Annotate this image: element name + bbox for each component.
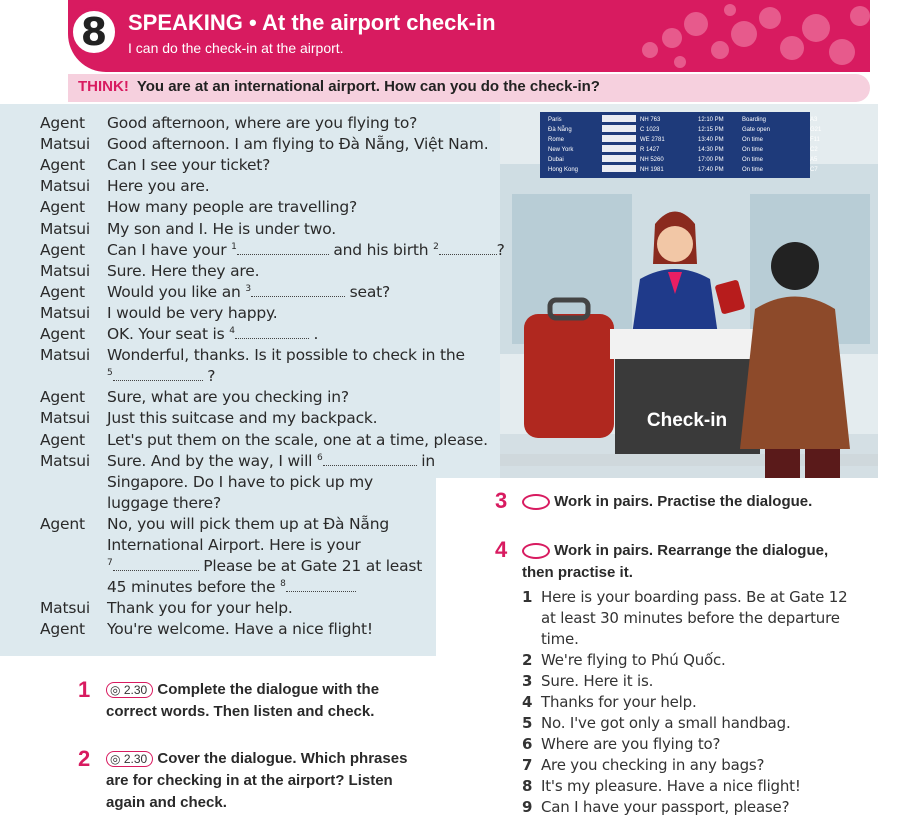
board-cell: G21 bbox=[810, 127, 822, 133]
answer-blank[interactable] bbox=[235, 327, 309, 339]
speaker-name: Agent bbox=[40, 198, 85, 217]
airline-logo bbox=[602, 125, 636, 132]
item-number: 1 bbox=[522, 588, 533, 606]
item-text: time. bbox=[541, 630, 579, 648]
blank-number: 3 bbox=[245, 283, 251, 294]
board-cell: 12:10 PM bbox=[698, 117, 724, 123]
speaker-name: Matsui bbox=[40, 261, 90, 280]
dialogue-text: Good afternoon, where are you flying to? bbox=[107, 114, 418, 132]
item-text: Where are you flying to? bbox=[541, 735, 721, 753]
board-cell: A3 bbox=[810, 117, 818, 123]
speaker-name: Agent bbox=[40, 514, 85, 533]
dialogue-text: No, you will pick them up at Đà Nẵng bbox=[107, 514, 389, 533]
board-cell: C7 bbox=[810, 167, 818, 173]
answer-blank[interactable] bbox=[323, 454, 417, 466]
dialogue-text: OK. Your seat is $^4$ . bbox=[107, 325, 319, 343]
board-cell: 14:30 PM bbox=[698, 147, 724, 153]
dialogue-text: Would you like an $^3$ seat? bbox=[107, 282, 391, 301]
dialogue-text: $^7$ Please be at Gate 21 at least bbox=[107, 557, 423, 576]
board-cell: Gate open bbox=[742, 127, 771, 133]
airline-logo bbox=[602, 165, 636, 172]
exercise-2-number: 2 bbox=[78, 746, 91, 771]
board-cell: Rome bbox=[548, 137, 565, 143]
speaker-name: Agent bbox=[40, 388, 85, 407]
speaker-name: Matsui bbox=[40, 409, 90, 428]
dialogue-text: International Airport. Here is your bbox=[107, 536, 361, 554]
departure-board bbox=[540, 112, 822, 178]
speaker-name: Agent bbox=[40, 240, 85, 259]
exercise-3-text: Work in pairs. Practise the dialogue. bbox=[554, 493, 813, 510]
speaker-name: Agent bbox=[40, 114, 85, 132]
speaker-name: Matsui bbox=[40, 451, 90, 470]
airline-logo bbox=[602, 135, 636, 142]
speaker-name: Agent bbox=[40, 430, 85, 449]
exercise-4-number: 4 bbox=[495, 537, 508, 562]
item-number: 2 bbox=[522, 651, 533, 669]
item-number: 7 bbox=[522, 756, 533, 774]
blank-number: 8 bbox=[280, 579, 286, 590]
answer-blank[interactable] bbox=[286, 580, 356, 592]
item-text: Here is your boarding pass. Be at Gate 12 bbox=[541, 588, 848, 606]
board-cell: Dubai bbox=[548, 157, 564, 163]
board-cell: 13:40 PM bbox=[698, 137, 724, 143]
item-text: Are you checking in any bags? bbox=[541, 756, 765, 774]
blank-number: 7 bbox=[107, 557, 113, 568]
speech-bubble-icon bbox=[522, 494, 550, 510]
answer-blank[interactable] bbox=[237, 243, 329, 255]
speaker-name: Agent bbox=[40, 282, 85, 301]
board-cell: 17:40 PM bbox=[698, 167, 724, 173]
dialogue-text: You're welcome. Have a nice flight! bbox=[107, 620, 373, 639]
board-cell: C 1023 bbox=[640, 127, 660, 133]
blank-number: 6 bbox=[317, 452, 323, 463]
board-cell: On time bbox=[742, 157, 764, 163]
dialogue-text: Thank you for your help. bbox=[107, 599, 293, 618]
item-text: Sure. Here it is. bbox=[541, 672, 654, 690]
board-cell: New York bbox=[548, 147, 574, 153]
audio-track-badge[interactable]: ◎ 2.30 bbox=[106, 682, 153, 698]
speaker-name: Matsui bbox=[40, 219, 90, 238]
think-bar bbox=[68, 74, 870, 102]
board-cell: NH 763 bbox=[640, 117, 661, 123]
checkin-illustration bbox=[500, 104, 878, 478]
dialogue-text: Wonderful, thanks. Is it possible to check in the bbox=[107, 346, 465, 365]
board-cell: Hong Kong bbox=[548, 167, 579, 173]
cd-icon: ◎ bbox=[110, 752, 121, 766]
answer-blank[interactable] bbox=[113, 369, 203, 381]
dialogue-text: Good afternoon. I am flying to Đà Nẵng, Việt Nam. bbox=[107, 135, 489, 154]
lesson-number: 8 bbox=[70, 8, 118, 56]
dialogue-text: Singapore. Do I have to pick up my bbox=[107, 472, 373, 491]
dialogue-text: Let's put them on the scale, one at a time, please. bbox=[107, 430, 488, 449]
item-text: No. I've got only a small handbag. bbox=[541, 714, 791, 732]
item-number: 3 bbox=[522, 672, 533, 690]
dialogue-text: Can I see your ticket? bbox=[107, 156, 271, 175]
answer-blank[interactable] bbox=[251, 285, 345, 297]
item-number: 8 bbox=[522, 777, 533, 795]
dialogue-text: Can I have your $^1$ and his birth $^2$ ? bbox=[107, 240, 505, 259]
item-text: Thanks for your help. bbox=[541, 693, 697, 711]
dialogue-text: 45 minutes before the $^8$ bbox=[107, 578, 356, 596]
dialogue-text: Sure. And by the way, I will $^6$ in bbox=[107, 451, 436, 470]
airline-logo bbox=[602, 145, 636, 152]
suitcase-illustration bbox=[524, 300, 614, 438]
cd-icon: ◎ bbox=[110, 683, 121, 697]
blank-number: 4 bbox=[229, 325, 235, 336]
checkin-sign: Check-in bbox=[646, 410, 728, 431]
board-cell: C2 bbox=[810, 147, 818, 153]
board-cell: 17:00 PM bbox=[698, 157, 724, 163]
blank-number: 5 bbox=[107, 368, 113, 379]
exercise-1 bbox=[106, 681, 379, 698]
board-cell: 12:15 PM bbox=[698, 127, 724, 133]
page-title: SPEAKING • At the airport check-in bbox=[128, 10, 496, 35]
dialogue-text: luggage there? bbox=[107, 493, 222, 512]
answer-blank[interactable] bbox=[113, 559, 199, 571]
dialogue-text: $^5$ ? bbox=[107, 367, 216, 386]
item-text: We're flying to Phú Quốc. bbox=[541, 651, 726, 669]
exercise-1-number: 1 bbox=[78, 677, 91, 702]
speaker-name: Agent bbox=[40, 325, 85, 343]
speaker-name: Matsui bbox=[40, 135, 90, 154]
board-cell: Đà Nẵng bbox=[548, 127, 572, 133]
blank-number: 1 bbox=[231, 241, 237, 252]
exercise-3 bbox=[522, 493, 812, 510]
exercise-4 bbox=[522, 542, 828, 559]
item-number: 9 bbox=[522, 798, 533, 816]
exercise-4-line2: then practise it. bbox=[522, 564, 633, 581]
speaker-name: Matsui bbox=[40, 303, 90, 322]
board-cell: F11 bbox=[810, 137, 820, 143]
dialogue-text: Sure. Here they are. bbox=[107, 261, 260, 280]
board-cell: WE 2781 bbox=[640, 137, 665, 143]
speaker-name: Matsui bbox=[40, 177, 90, 196]
board-cell: On time bbox=[742, 147, 764, 153]
exercise-1-line2: correct words. Then listen and check. bbox=[106, 703, 375, 720]
page-subtitle: I can do the check-in at the airport. bbox=[128, 40, 344, 56]
blank-number: 2 bbox=[433, 241, 439, 252]
decorative-dots bbox=[610, 0, 870, 72]
board-cell: On time bbox=[742, 167, 764, 173]
airline-logo bbox=[602, 155, 636, 162]
board-cell: Paris bbox=[548, 117, 562, 123]
speech-bubble-icon bbox=[522, 543, 550, 559]
dialogue-text: I would be very happy. bbox=[107, 303, 278, 322]
exercise-2-line3: again and check. bbox=[106, 794, 227, 811]
item-text: at least 30 minutes before the departure bbox=[541, 609, 840, 627]
item-text: Can I have your passport, please? bbox=[541, 798, 790, 816]
exercise-1-line1: Complete the dialogue with the bbox=[157, 681, 380, 698]
item-number: 4 bbox=[522, 693, 533, 711]
dialogue-text: My son and I. He is under two. bbox=[107, 219, 336, 238]
exercise-3-number: 3 bbox=[495, 488, 508, 513]
airline-logo bbox=[602, 115, 636, 122]
exercise-2-line1: Cover the dialogue. Which phrases bbox=[157, 750, 408, 767]
speaker-name: Agent bbox=[40, 156, 85, 175]
board-cell: R 1427 bbox=[640, 147, 660, 153]
speaker-name: Agent bbox=[40, 620, 85, 639]
think-text: You are at an international airport. How can you do the check-in? bbox=[136, 78, 600, 95]
board-cell: On time bbox=[742, 137, 764, 143]
airport-scene bbox=[500, 104, 878, 478]
audio-track-badge[interactable]: ◎ 2.30 bbox=[106, 751, 153, 767]
board-cell: NH 1981 bbox=[640, 167, 664, 173]
speaker-name: Matsui bbox=[40, 599, 90, 618]
board-cell: A5 bbox=[810, 157, 818, 163]
item-number: 6 bbox=[522, 735, 533, 753]
item-number: 5 bbox=[522, 714, 533, 732]
dialogue-text: Sure, what are you checking in? bbox=[107, 388, 349, 407]
item-text: It's my pleasure. Have a nice flight! bbox=[541, 777, 801, 795]
dialogue-text: Just this suitcase and my backpack. bbox=[107, 409, 378, 428]
think-keyword: THINK! bbox=[78, 78, 129, 95]
answer-blank[interactable] bbox=[439, 243, 497, 255]
board-cell: Boarding bbox=[742, 117, 767, 123]
exercise-2-line2: are for checking in at the airport? Listen bbox=[106, 772, 393, 789]
dialogue-text: How many people are travelling? bbox=[107, 198, 357, 217]
speaker-name: Matsui bbox=[40, 346, 90, 365]
exercise-2 bbox=[106, 750, 407, 767]
board-cell: NH 5260 bbox=[640, 157, 664, 163]
exercise-4-line1: Work in pairs. Rearrange the dialogue, bbox=[554, 542, 829, 559]
dialogue-text: Here you are. bbox=[107, 177, 210, 196]
